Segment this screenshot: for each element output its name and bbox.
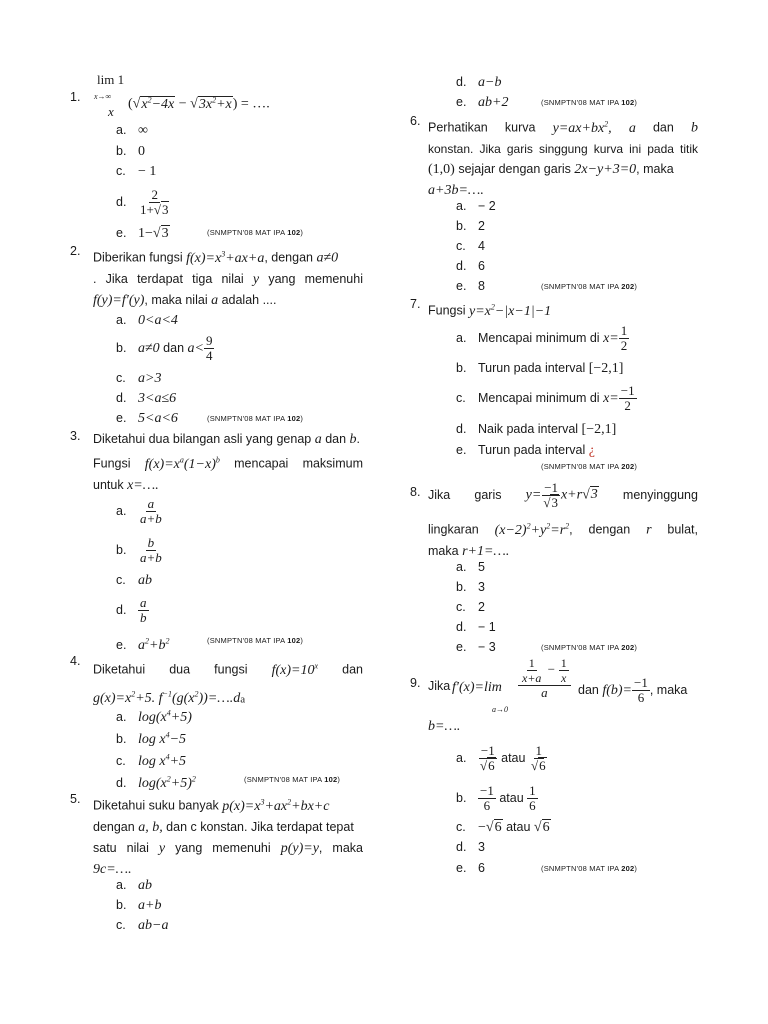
q5-option-c[interactable]: c. ab−a (116, 918, 169, 933)
exam-page: lim 1 x→∞ x 1. $(√x^2-4x - √3x^2+x)$ = …. a. ∞ b. 0 c. − 1 d. $\frac{2}{1+√3}$ e. 1−√3 (SNMPTN'08 MAT IPA 102) 2. Diberikan fungsi $f(x)=x^3+ax+a$, dengan a≠0 . Jika terdapat tiga nilai y yang memenuhi f(y)=f′(y), maka nilai a adalah .... a. 0<a<4 b. a≠0 dan a< $\frac{9}{4}$ c. a>3 d. 3<a≤6 e. 5<a<6 (SNMPTN'08 MAT IPA 102) 3. Diketahui dua bilangan asli yang genap a dan b. Fungsi $f(x)=x^a(1-x)^b$ mencapai maksimum untuk x=…. a. $\frac{a}{a+b}$ b. $\frac{b}{a+b}$ c. ab d. $\frac{a}{b}$ e. $a^2+b^2$ (SNMPTN'08 MAT IPA 102) 4. Diketahui dua fungsi $f(x)=10^x$ dan $g(x)=x^2+5$. $f^{-1}(g(x^2))=\dots.da$ a. $\log(x^4+5)$ b. $\log x^4-5$ c. $\log x^4+5$ d. $\log(x^2+5)^2$ (SNMPTN'08 MAT IPA 102) 5. Diketahui suku banyak $p(x)=x^3+ax^2+bx+c$ dengan a, b, dan c konstan. Jika terdapat tepat satu nilai y yang memenuhi p(y)=y, maka 9c=…. a. ab b. a+b c. ab−a d. a−b e. ab+2 (SNMPTN'08 MAT IPA 102) 6. Perhatikan kurva $y=ax+bx^2$, a dan b konstan. Jika garis singgung kurva ini pada titik (1,0) sejajar dengan garis 2x−y+3=0, maka a+3b=…. a. − 2 b. 2 c. 4 d. 6 e. 8 (SNMPTN'08 MAT IPA 202) 7. Fungsi $y=x^2-|x-1|-1$ a. Mencapai minimum di x= $\frac{1}{2}$ b. Turun pada interval [−2,1] c. Mencapai minimum di x= $\frac{-1}{2}$ d. Naik pada interval [−2,1] e. Turun pada interval ¿ (SNMPTN'08 MAT IPA 202) 8. Jika garis y= $\frac{-1}{√3}$ x+r√3 menyinggung lingkaran $(x-2)^2+y^2=r^2$, dengan r bulat, maka r+1=…. a. 5 b. 3 c. 2 d. − 1 e. − 3 (SNMPTN'08 MAT IPA 202) 9. Jika f′(x)=lim a→0 $\frac{1}{x+a}$ − $\frac{1}{x}$ a dan f(b)= $\frac{-1}{6}$ , maka b=…. a. $\frac{-1}{√6}$ atau $\frac{1}{√6}$ b. $\frac{-1}{6}$ atau $\frac{1}{6}$ c. −√6 atau √6 d. 3 e. 6 (SNMPTN'08 MAT IPA 202) (70, 72, 698, 933)
q7-option-a[interactable]: a. Mencapai minimum di x= $\frac{1}{2}$ (456, 323, 628, 354)
q1-option-e[interactable]: e. 1−√3 (116, 226, 169, 241)
fraction: $\frac{2}{1+√3}$ (140, 187, 169, 218)
q5-option-b[interactable]: b. a+b (116, 898, 162, 913)
q1-option-c[interactable]: c. − 1 (116, 164, 157, 179)
source-tag: (SNMPTN'08 MAT IPA 102) (541, 98, 638, 107)
q7-option-b[interactable]: b. Turun pada interval [−2,1] (456, 361, 624, 376)
question-number: 5. (70, 792, 81, 806)
q3-option-b[interactable]: b. $\frac{b}{a+b}$ (116, 535, 162, 566)
q3-option-d[interactable]: d. $\frac{a}{b}$ (116, 595, 147, 626)
source-tag: (SNMPTN'08 MAT IPA 102) (207, 636, 304, 645)
q4-option-c[interactable]: c. $\log x^4+5$ (116, 752, 187, 769)
q8-option-e[interactable]: e. − 3 (456, 640, 496, 654)
source-tag: (SNMPTN'08 MAT IPA 202) (541, 864, 638, 873)
q9-option-b[interactable]: b. $\frac{-1}{6}$ atau $\frac{1}{6}$ (456, 783, 536, 814)
q4-option-a[interactable]: a. $\log(x^4+5)$ (116, 708, 192, 725)
source-tag: (SNMPTN'08 MAT IPA 102) (207, 414, 304, 423)
question-number: 6. (410, 114, 421, 128)
q4-option-b[interactable]: b. $\log x^4-5$ (116, 730, 187, 747)
limit-label: lim 1 (97, 72, 125, 87)
source-tag: (SNMPTN'08 MAT IPA 202) (541, 282, 638, 291)
q8-option-a[interactable]: a. 5 (456, 560, 485, 574)
question-number: 4. (70, 654, 81, 668)
q2-option-c[interactable]: c. a>3 (116, 371, 162, 386)
question-expression: $(√x^2-4x - √3x^2+x)$ = …. (128, 95, 270, 112)
source-tag: (SNMPTN'08 MAT IPA 102) (207, 228, 304, 237)
question-text: Diketahui dua bilangan asli yang genap a dan b. Fungsi $f(x)=x^a(1-x)^b$ mencapai maksimum untuk x=…. (93, 432, 363, 493)
q9-option-c[interactable]: c. −√6 atau √6 (456, 820, 550, 835)
source-tag: (SNMPTN'08 MAT IPA 202) (541, 643, 638, 652)
q7-option-e[interactable]: e. Turun pada interval ¿ (456, 443, 595, 458)
q7-option-d[interactable]: d. Naik pada interval [−2,1] (456, 422, 617, 437)
q8-option-d[interactable]: d. − 1 (456, 620, 496, 634)
question-text: Diketahui dua fungsi $f(x)=10^x$ dan $g(x)=x^2+5$. $f^{-1}(g(x^2))=\dots.da$ (93, 661, 364, 707)
q2-option-d[interactable]: d. 3<a≤6 (116, 391, 177, 406)
q8-option-c[interactable]: c. 2 (456, 600, 485, 614)
q1-option-a[interactable]: a. ∞ (116, 123, 148, 138)
q3-option-e[interactable]: e. $a^2+b^2$ (116, 636, 170, 653)
question-number: 8. (410, 485, 421, 499)
q5-option-d[interactable]: d. a−b (456, 75, 502, 90)
question-number: 7. (410, 297, 421, 311)
question-text: Diberikan fungsi $f(x)=x^3+ax+a$, dengan a≠0 . Jika terdapat tiga nilai y yang memenuhi f(y)=f′(y), maka nilai a adalah .... (93, 249, 363, 308)
q3-option-a[interactable]: a. $\frac{a}{a+b}$ (116, 496, 162, 527)
q9-option-e[interactable]: e. 6 (456, 861, 485, 875)
question-number: 3. (70, 429, 81, 443)
question-text: Jika garis y= $\frac{-1}{√3}$ x+r√3 menyinggung lingkaran $(x-2)^2+y^2=r^2$, dengan r bulat, maka r+1=…. (428, 479, 698, 559)
q1-option-b[interactable]: b. 0 (116, 144, 145, 159)
q4-option-d[interactable]: d. $\log(x^2+5)^2$ (116, 774, 196, 791)
question-text: Fungsi $y=x^2-|x-1|-1$ (428, 302, 552, 319)
q9-option-d[interactable]: d. 3 (456, 840, 485, 854)
question-number: 2. (70, 244, 81, 258)
q1-option-d[interactable]: d. $\frac{2}{1+√3}$ (116, 182, 171, 222)
question-text: Perhatikan kurva $y=ax+bx^2$, a dan b konstan. Jika garis singgung kurva ini pada titik (1,0) sejajar dengan garis 2x−y+3=0, maka a+3b=…. (428, 119, 698, 198)
limit-denominator: x (108, 104, 114, 119)
q2-option-a[interactable]: a. 0<a<4 (116, 313, 178, 328)
question-text: Diketahui suku banyak $p(x)=x^3+ax^2+bx+c$ dengan a, b, dan c konstan. Jika terdapat tepat satu nilai y yang memenuhi p(y)=y, maka 9c=…. (93, 797, 363, 877)
q2-option-b[interactable]: b. a≠0 dan a< $\frac{9}{4}$ (116, 333, 213, 364)
q5-option-a[interactable]: a. ab (116, 878, 152, 893)
question-number: 9. (410, 676, 421, 690)
q6-option-e[interactable]: e. 8 (456, 279, 485, 293)
question-number: 1. (70, 90, 81, 104)
limit-subscript: x→∞ (94, 92, 112, 101)
q3-option-c[interactable]: c. ab (116, 573, 152, 588)
q7-option-c[interactable]: c. Mencapai minimum di x= $\frac{-1}{2}$ (456, 383, 635, 414)
q6-option-d[interactable]: d. 6 (456, 259, 485, 273)
q9-option-a[interactable]: a. $\frac{-1}{√6}$ atau $\frac{1}{√6}$ (456, 743, 546, 774)
source-tag: (SNMPTN'08 MAT IPA 202) (541, 462, 638, 471)
q2-option-e[interactable]: e. 5<a<6 (116, 411, 178, 426)
q6-option-c[interactable]: c. 4 (456, 239, 485, 253)
q6-option-b[interactable]: b. 2 (456, 219, 485, 233)
q8-option-b[interactable]: b. 3 (456, 580, 485, 594)
source-tag: (SNMPTN'08 MAT IPA 102) (244, 775, 341, 784)
q5-option-e[interactable]: e. ab+2 (456, 95, 509, 110)
q6-option-a[interactable]: a. − 2 (456, 199, 496, 213)
question-text: Jika f′(x)=lim a→0 $\frac{1}{x+a}$ − $\frac{1}{x}$ a dan f(b)= $\frac{-1}{6}$ , maka (428, 656, 688, 714)
